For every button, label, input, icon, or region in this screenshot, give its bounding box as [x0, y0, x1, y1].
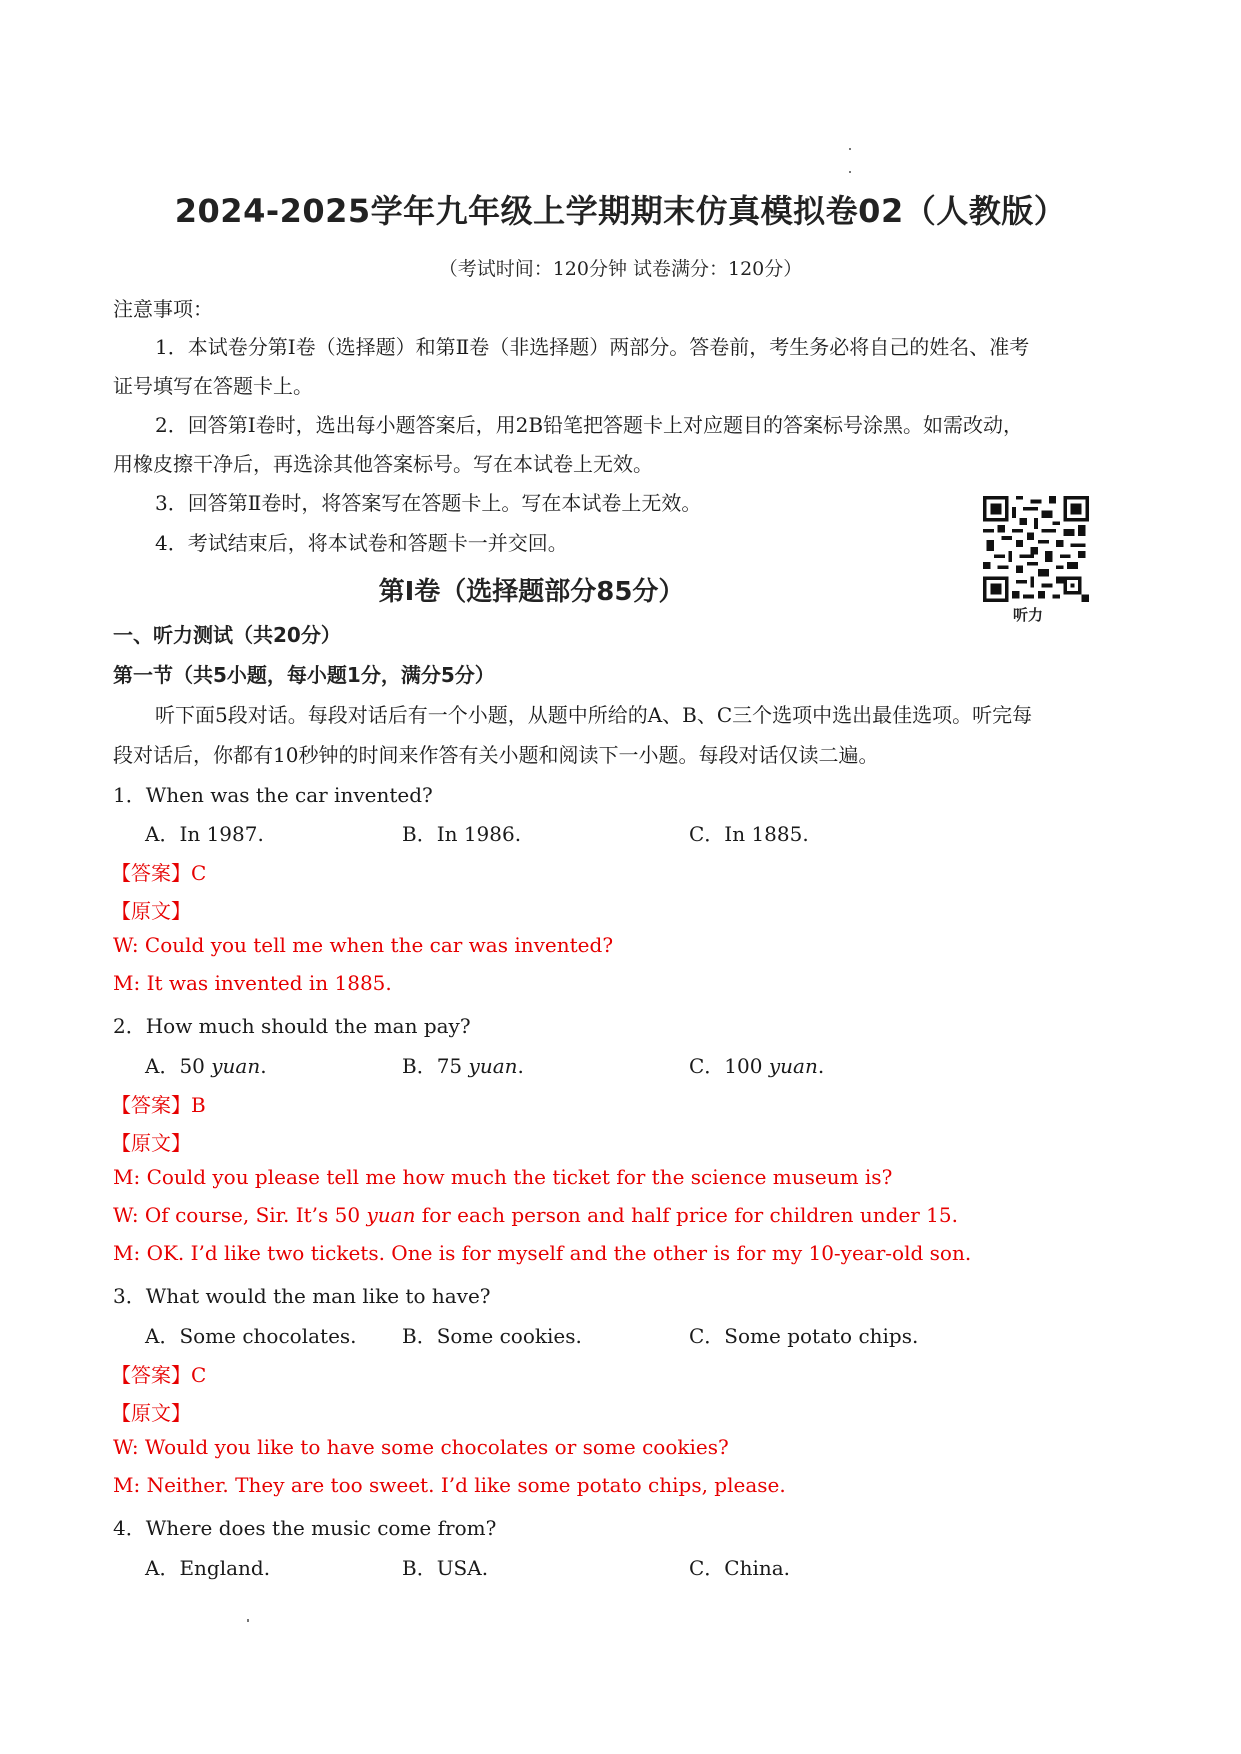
answer-value: C: [191, 1363, 207, 1387]
subsection-heading: 第一节（共5小题，每小题1分，满分5分）: [113, 663, 495, 687]
instructions-line-1: 听下面5段对话。每段对话后有一个小题，从题中所给的A、B、C三个选项中选出最佳选项。听完每: [155, 703, 1033, 727]
notice-item-1-line-2: 证号填写在答题卡上。: [113, 374, 313, 398]
answer-label: 【答案】: [111, 861, 191, 885]
instructions-line-2: 段对话后，你都有10秒钟的时间来作答有关小题和阅读下一小题。每段对话仅读二遍。: [113, 743, 879, 767]
q3-option-a: A．Some chocolates.: [145, 1324, 357, 1348]
q3-answer: [111, 1359, 206, 1388]
q4-option-a: A．England.: [145, 1556, 271, 1580]
notice-item-2-line-1: 2．回答第Ⅰ卷时，选出每小题答案后，用2B铅笔把答题卡上对应题目的答案标号涂黑。如需改动，: [155, 413, 1024, 437]
question-1: 1．When was the car invented?: [113, 783, 433, 807]
question-4: 4．Where does the music come from?: [113, 1516, 497, 1540]
exam-title: 2024-2025学年九年级上学期期末仿真模拟卷02（人教版）: [174, 192, 1067, 230]
question-2: 2．How much should the man pay?: [113, 1014, 471, 1038]
q3-option-c: C．Some potato chips.: [689, 1324, 919, 1348]
answer-label: 【答案】: [111, 1093, 191, 1117]
q1-option-b: B．In 1986.: [402, 822, 522, 846]
exam-subtitle: （考试时间：120分钟 试卷满分：120分）: [438, 258, 803, 280]
q1-option-a: A．In 1987.: [145, 822, 264, 846]
q1-script-label: 【原文】: [111, 899, 191, 923]
scan-dot: [849, 148, 851, 150]
notice-item-3: 3．回答第Ⅱ卷时，将答案写在答题卡上。写在本试卷上无效。: [155, 491, 702, 515]
q2-script-line-3: M: OK. I’d like two tickets. One is for myself and the other is for my 10-year-old son.: [113, 1241, 972, 1265]
q2-option-c: C．100 yuan.: [689, 1054, 825, 1078]
part-title: 第Ⅰ卷（选择题部分85分）: [378, 577, 685, 607]
q2-answer: [111, 1089, 206, 1118]
q2-script-label: 【原文】: [111, 1131, 191, 1155]
q4-option-c: C．China.: [689, 1556, 791, 1580]
q1-option-c: C．In 1885.: [689, 822, 809, 846]
q3-script-line-1: W: Would you like to have some chocolates or some cookies?: [113, 1435, 729, 1459]
q2-script-line-1: M: Could you please tell me how much the ticket for the science museum is?: [113, 1165, 893, 1189]
notice-item-4: 4．考试结束后，将本试卷和答题卡一并交回。: [155, 531, 568, 555]
q2-script-line-2: W: Of course, Sir. It’s 50 yuan for each person and half price for children under 15.: [113, 1203, 958, 1227]
qr-label: 听力: [1013, 606, 1044, 624]
section-heading: 一、听力测试（共20分）: [113, 623, 341, 647]
question-3: 3．What would the man like to have?: [113, 1284, 491, 1308]
q1-answer: [111, 857, 206, 886]
answer-value: C: [191, 861, 207, 885]
notice-heading: 注意事项：: [113, 297, 213, 321]
q1-script-line-2: M: It was invented in 1885.: [113, 971, 392, 995]
q4-option-b: B．USA.: [402, 1556, 489, 1580]
q3-script-line-2: M: Neither. They are too sweet. I’d like some potato chips, please.: [113, 1473, 786, 1497]
notice-item-1-line-1: 1．本试卷分第Ⅰ卷（选择题）和第Ⅱ卷（非选择题）两部分。答卷前，考生务必将自己的姓名、准考: [155, 335, 1030, 359]
q2-option-a: A．50 yuan.: [145, 1054, 267, 1078]
answer-label: 【答案】: [111, 1363, 191, 1387]
q2-option-b: B．75 yuan.: [402, 1054, 524, 1078]
q1-script-line-1: W: Could you tell me when the car was invented?: [113, 933, 614, 957]
answer-value: B: [191, 1093, 206, 1117]
q3-option-b: B．Some cookies.: [402, 1324, 582, 1348]
notice-item-2-line-2: 用橡皮擦干净后，再选涂其他答案标号。写在本试卷上无效。: [113, 452, 653, 476]
scan-dot: [247, 1619, 249, 1622]
q3-script-label: 【原文】: [111, 1401, 191, 1425]
scan-dot: [849, 171, 851, 173]
